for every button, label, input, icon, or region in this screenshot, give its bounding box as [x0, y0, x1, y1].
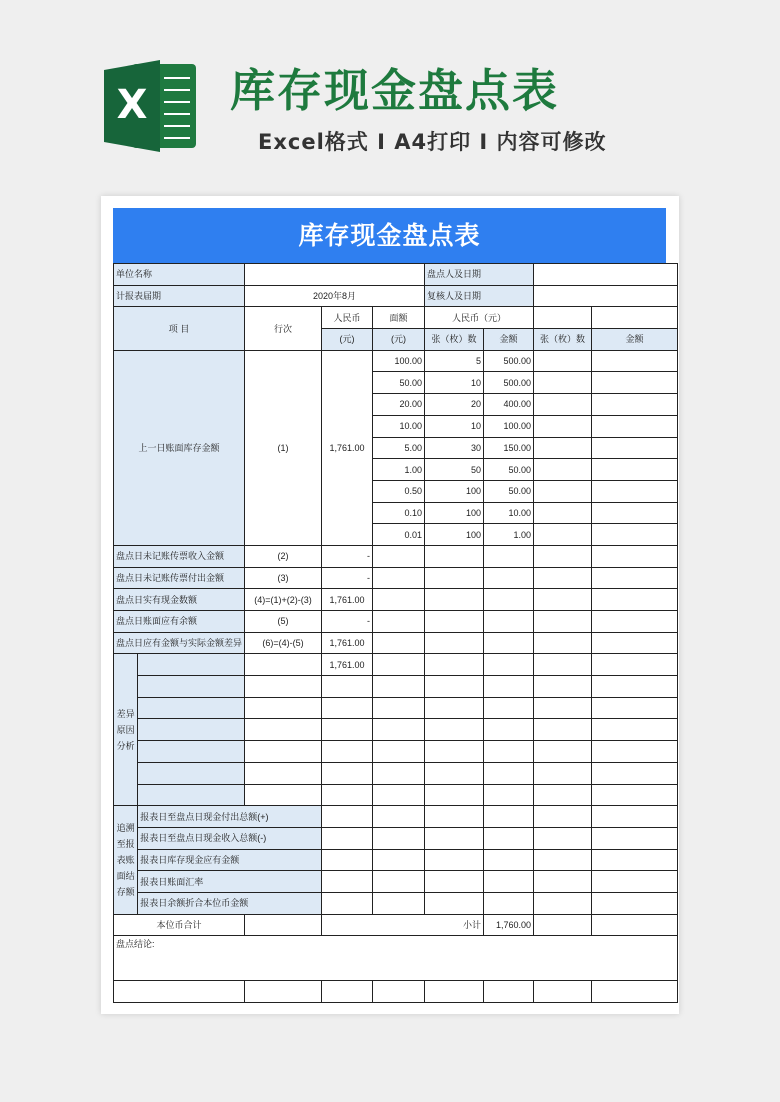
denom-face[interactable]: 5.00	[373, 437, 425, 459]
counter-label: 盘点人及日期	[425, 264, 534, 286]
blank-header	[592, 307, 678, 329]
empty-cell[interactable]	[592, 611, 678, 633]
empty-cell[interactable]	[484, 632, 534, 654]
empty-cell[interactable]	[245, 719, 322, 741]
empty-cell[interactable]	[425, 611, 484, 633]
row-line: (3)	[245, 567, 322, 589]
trace-row-label: 报表日至盘点日现金收入总额(-)	[138, 827, 322, 849]
empty-cell[interactable]	[245, 784, 322, 806]
empty-cell[interactable]	[373, 611, 425, 633]
col-count2-header: 张（枚）数	[534, 329, 592, 351]
empty-cell[interactable]	[245, 741, 322, 763]
subtotal-label: 小计	[322, 914, 484, 936]
denom-face[interactable]: 100.00	[373, 350, 425, 372]
empty-cell[interactable]	[534, 394, 592, 416]
table-row	[114, 285, 678, 307]
empty-cell[interactable]	[114, 981, 245, 1003]
empty-cell[interactable]	[245, 762, 322, 784]
empty-cell[interactable]	[425, 654, 484, 676]
denom-amount[interactable]: 50.00	[484, 480, 534, 502]
row-label: 盘点日实有现金数额	[114, 589, 245, 611]
denom-count[interactable]: 10	[425, 415, 484, 437]
empty-cell[interactable]	[322, 849, 373, 871]
empty-cell[interactable]	[534, 459, 592, 481]
denom-count[interactable]: 20	[425, 394, 484, 416]
trace-row-label: 报表日账面汇率	[138, 871, 322, 893]
table-row	[114, 632, 678, 654]
table-row	[114, 697, 678, 719]
empty-cell[interactable]	[592, 589, 678, 611]
table-row	[114, 871, 678, 893]
empty-cell[interactable]	[373, 676, 425, 698]
denom-face[interactable]: 0.50	[373, 480, 425, 502]
empty-cell[interactable]	[534, 676, 592, 698]
denom-amount[interactable]: 50.00	[484, 459, 534, 481]
table-row	[114, 762, 678, 784]
empty-cell[interactable]	[534, 719, 592, 741]
empty-cell[interactable]	[484, 654, 534, 676]
cash-count-table	[113, 263, 678, 1003]
empty-cell[interactable]	[592, 394, 678, 416]
empty-cell[interactable]	[373, 762, 425, 784]
empty-cell[interactable]	[484, 806, 534, 828]
empty-cell[interactable]	[592, 415, 678, 437]
prev-balance-value[interactable]: 1,761.00	[322, 350, 373, 545]
empty-cell[interactable]	[534, 762, 592, 784]
prev-balance-line: (1)	[245, 350, 322, 545]
col-count-header: 张（枚）数	[425, 329, 484, 351]
col-amount-header: 金额	[484, 329, 534, 351]
blank-header	[534, 307, 592, 329]
row-value[interactable]: -	[322, 611, 373, 633]
empty-cell[interactable]	[534, 806, 592, 828]
empty-cell[interactable]	[592, 567, 678, 589]
table-row	[114, 981, 678, 1003]
denom-count[interactable]: 30	[425, 437, 484, 459]
conclusion-label[interactable]: 盘点结论:	[114, 936, 678, 981]
empty-cell[interactable]	[592, 806, 678, 828]
base-total-label: 本位币合计	[114, 914, 245, 936]
empty-cell[interactable]	[322, 871, 373, 893]
empty-cell[interactable]	[425, 567, 484, 589]
table-row	[114, 827, 678, 849]
col-rmb-group-header: 人民币（元）	[425, 307, 534, 329]
empty-cell[interactable]	[322, 827, 373, 849]
unit-name-label: 单位名称	[114, 264, 245, 286]
page-title: 库存现金盘点表	[230, 64, 560, 117]
empty-cell[interactable]	[592, 654, 678, 676]
table-row	[114, 806, 678, 828]
empty-cell[interactable]	[592, 697, 678, 719]
empty-cell[interactable]	[484, 981, 534, 1003]
empty-cell[interactable]	[425, 697, 484, 719]
row-label: 盘点日账面应有余额	[114, 611, 245, 633]
empty-cell[interactable]	[484, 741, 534, 763]
empty-cell[interactable]	[425, 849, 484, 871]
reviewer-label: 复核人及日期	[425, 285, 534, 307]
empty-cell[interactable]	[592, 676, 678, 698]
empty-cell[interactable]	[592, 784, 678, 806]
empty-cell[interactable]	[425, 981, 484, 1003]
empty-cell[interactable]	[592, 762, 678, 784]
empty-cell[interactable]	[425, 676, 484, 698]
empty-cell[interactable]	[138, 676, 245, 698]
denom-amount[interactable]: 400.00	[484, 394, 534, 416]
empty-cell[interactable]	[592, 350, 678, 372]
trace-row-label: 报表日至盘点日现金付出总额(+)	[138, 806, 322, 828]
col-denom-unit-header: (元)	[373, 329, 425, 351]
empty-cell[interactable]	[245, 654, 322, 676]
empty-cell[interactable]	[425, 784, 484, 806]
empty-cell[interactable]	[534, 611, 592, 633]
denom-amount[interactable]: 100.00	[484, 415, 534, 437]
empty-cell[interactable]	[138, 784, 245, 806]
empty-cell[interactable]	[534, 871, 592, 893]
diff-value[interactable]: 1,761.00	[322, 654, 373, 676]
table-row	[114, 654, 678, 676]
excel-logo-icon	[102, 56, 200, 156]
empty-cell[interactable]	[534, 741, 592, 763]
col-line-header: 行次	[245, 307, 322, 350]
empty-cell[interactable]	[592, 372, 678, 394]
empty-cell[interactable]	[592, 914, 678, 936]
empty-cell[interactable]	[484, 827, 534, 849]
empty-cell[interactable]	[534, 827, 592, 849]
empty-cell[interactable]	[484, 545, 534, 567]
empty-cell[interactable]	[534, 589, 592, 611]
empty-cell[interactable]	[373, 589, 425, 611]
empty-cell[interactable]	[373, 741, 425, 763]
empty-cell[interactable]	[322, 762, 373, 784]
empty-cell[interactable]	[425, 719, 484, 741]
table-row	[114, 849, 678, 871]
row-label: 盘点日应有金额与实际金额差异	[114, 632, 245, 654]
empty-cell[interactable]	[534, 784, 592, 806]
table-row	[114, 719, 678, 741]
denom-count[interactable]: 100	[425, 502, 484, 524]
table-row	[114, 611, 678, 633]
counter-cell[interactable]	[534, 264, 678, 286]
empty-cell[interactable]	[484, 697, 534, 719]
table-row	[114, 264, 678, 286]
empty-cell[interactable]	[592, 741, 678, 763]
table-row	[114, 589, 678, 611]
empty-cell[interactable]	[592, 545, 678, 567]
empty-cell[interactable]	[592, 892, 678, 914]
empty-cell[interactable]	[592, 437, 678, 459]
denom-face[interactable]: 0.01	[373, 524, 425, 546]
empty-cell[interactable]	[534, 437, 592, 459]
empty-cell[interactable]	[373, 545, 425, 567]
empty-cell[interactable]	[484, 762, 534, 784]
empty-cell[interactable]	[373, 654, 425, 676]
empty-cell[interactable]	[534, 350, 592, 372]
empty-cell[interactable]	[425, 545, 484, 567]
empty-cell[interactable]	[322, 892, 373, 914]
denom-count[interactable]: 10	[425, 372, 484, 394]
row-line: (4)=(1)+(2)-(3)	[245, 589, 322, 611]
empty-cell[interactable]	[373, 827, 425, 849]
col-amount2-header: 金额	[592, 329, 678, 351]
empty-cell[interactable]	[484, 589, 534, 611]
row-value[interactable]: -	[322, 567, 373, 589]
denom-face[interactable]: 1.00	[373, 459, 425, 481]
row-line: (5)	[245, 611, 322, 633]
row-value[interactable]: 1,761.00	[322, 632, 373, 654]
col-item-header: 项 目	[114, 307, 245, 350]
empty-cell[interactable]	[425, 871, 484, 893]
denom-count[interactable]: 50	[425, 459, 484, 481]
empty-cell[interactable]	[425, 589, 484, 611]
table-row	[114, 914, 678, 936]
empty-cell[interactable]	[322, 981, 373, 1003]
empty-cell[interactable]	[322, 806, 373, 828]
trace-row-label: 报表日库存现金应有金额	[138, 849, 322, 871]
empty-cell[interactable]	[592, 981, 678, 1003]
empty-cell[interactable]	[534, 480, 592, 502]
empty-cell[interactable]	[373, 981, 425, 1003]
empty-cell[interactable]	[534, 545, 592, 567]
empty-cell[interactable]	[592, 849, 678, 871]
page-subtitle: Excel格式 I A4打印 I 内容可修改	[258, 130, 607, 154]
empty-cell[interactable]	[592, 480, 678, 502]
empty-cell[interactable]	[484, 567, 534, 589]
col-rmb-header: 人民币	[322, 307, 373, 329]
table-row	[114, 784, 678, 806]
empty-cell[interactable]	[373, 871, 425, 893]
denom-count[interactable]: 5	[425, 350, 484, 372]
empty-cell[interactable]	[534, 914, 592, 936]
empty-cell[interactable]	[592, 719, 678, 741]
empty-cell[interactable]	[373, 806, 425, 828]
empty-cell[interactable]	[425, 632, 484, 654]
empty-cell[interactable]	[534, 372, 592, 394]
empty-cell[interactable]	[138, 654, 245, 676]
empty-cell[interactable]	[245, 914, 322, 936]
row-label: 盘点日未记账传票收入金额	[114, 545, 245, 567]
reviewer-cell[interactable]	[534, 285, 678, 307]
empty-cell[interactable]	[373, 719, 425, 741]
denom-amount[interactable]: 150.00	[484, 437, 534, 459]
empty-cell[interactable]	[534, 892, 592, 914]
row-line: (6)=(4)-(5)	[245, 632, 322, 654]
empty-cell[interactable]	[534, 632, 592, 654]
prev-balance-label: 上一日账面库存金额	[114, 350, 245, 545]
empty-cell[interactable]	[373, 567, 425, 589]
empty-cell[interactable]	[138, 741, 245, 763]
period-label: 计报表届期	[114, 285, 245, 307]
denom-amount[interactable]: 500.00	[484, 372, 534, 394]
empty-cell[interactable]	[484, 676, 534, 698]
empty-cell[interactable]	[484, 784, 534, 806]
empty-cell[interactable]	[373, 892, 425, 914]
unit-name-cell[interactable]	[245, 264, 425, 286]
denom-face[interactable]: 10.00	[373, 415, 425, 437]
period-value[interactable]: 2020年8月	[245, 285, 425, 307]
empty-cell[interactable]	[138, 697, 245, 719]
empty-cell[interactable]	[534, 524, 592, 546]
empty-cell[interactable]	[373, 784, 425, 806]
empty-cell[interactable]	[534, 415, 592, 437]
denom-amount[interactable]: 10.00	[484, 502, 534, 524]
denom-amount[interactable]: 500.00	[484, 350, 534, 372]
empty-cell[interactable]	[245, 697, 322, 719]
empty-cell[interactable]	[322, 697, 373, 719]
diff-reason-label: 差异原因分析	[114, 654, 138, 806]
empty-cell[interactable]	[245, 981, 322, 1003]
empty-cell[interactable]	[425, 827, 484, 849]
empty-cell[interactable]	[534, 502, 592, 524]
row-value[interactable]: 1,761.00	[322, 589, 373, 611]
empty-cell[interactable]	[534, 654, 592, 676]
empty-cell[interactable]	[322, 676, 373, 698]
empty-cell[interactable]	[534, 697, 592, 719]
denom-face[interactable]: 0.10	[373, 502, 425, 524]
col-denom-header: 面额	[373, 307, 425, 329]
denom-face[interactable]: 20.00	[373, 394, 425, 416]
empty-cell[interactable]	[425, 741, 484, 763]
empty-cell[interactable]	[373, 697, 425, 719]
logo-letter: X	[116, 82, 148, 128]
empty-cell[interactable]	[373, 849, 425, 871]
empty-cell[interactable]	[425, 806, 484, 828]
row-label: 盘点日未记账传票付出金额	[114, 567, 245, 589]
empty-cell[interactable]	[322, 784, 373, 806]
empty-cell[interactable]	[484, 849, 534, 871]
table-row	[114, 936, 678, 981]
table-row	[114, 545, 678, 567]
empty-cell[interactable]	[322, 719, 373, 741]
empty-cell[interactable]	[484, 611, 534, 633]
col-yuan-header: (元)	[322, 329, 373, 351]
empty-cell[interactable]	[245, 676, 322, 698]
empty-cell[interactable]	[592, 502, 678, 524]
table-row	[114, 892, 678, 914]
table-row	[114, 350, 678, 372]
row-value[interactable]: -	[322, 545, 373, 567]
empty-cell[interactable]	[484, 892, 534, 914]
empty-cell[interactable]	[534, 981, 592, 1003]
trace-label: 追溯至报表账面结存额	[114, 806, 138, 914]
table-row	[114, 307, 678, 329]
empty-cell[interactable]	[373, 632, 425, 654]
table-row	[114, 676, 678, 698]
empty-cell[interactable]	[592, 459, 678, 481]
empty-cell[interactable]	[534, 567, 592, 589]
empty-cell[interactable]	[592, 524, 678, 546]
empty-cell[interactable]	[138, 762, 245, 784]
empty-cell[interactable]	[484, 871, 534, 893]
trace-row-label: 报表日余额折合本位币金额	[138, 892, 322, 914]
empty-cell[interactable]	[592, 827, 678, 849]
table-row	[114, 741, 678, 763]
empty-cell[interactable]	[534, 849, 592, 871]
empty-cell[interactable]	[425, 892, 484, 914]
empty-cell[interactable]	[322, 741, 373, 763]
subtotal-value[interactable]: 1,760.00	[484, 914, 534, 936]
denom-count[interactable]: 100	[425, 480, 484, 502]
empty-cell[interactable]	[425, 762, 484, 784]
empty-cell[interactable]	[592, 871, 678, 893]
empty-cell[interactable]	[592, 632, 678, 654]
sheet-title: 库存现金盘点表	[113, 208, 666, 263]
empty-cell[interactable]	[138, 719, 245, 741]
empty-cell[interactable]	[484, 719, 534, 741]
row-line: (2)	[245, 545, 322, 567]
denom-count[interactable]: 100	[425, 524, 484, 546]
denom-face[interactable]: 50.00	[373, 372, 425, 394]
denom-amount[interactable]: 1.00	[484, 524, 534, 546]
table-row	[114, 567, 678, 589]
